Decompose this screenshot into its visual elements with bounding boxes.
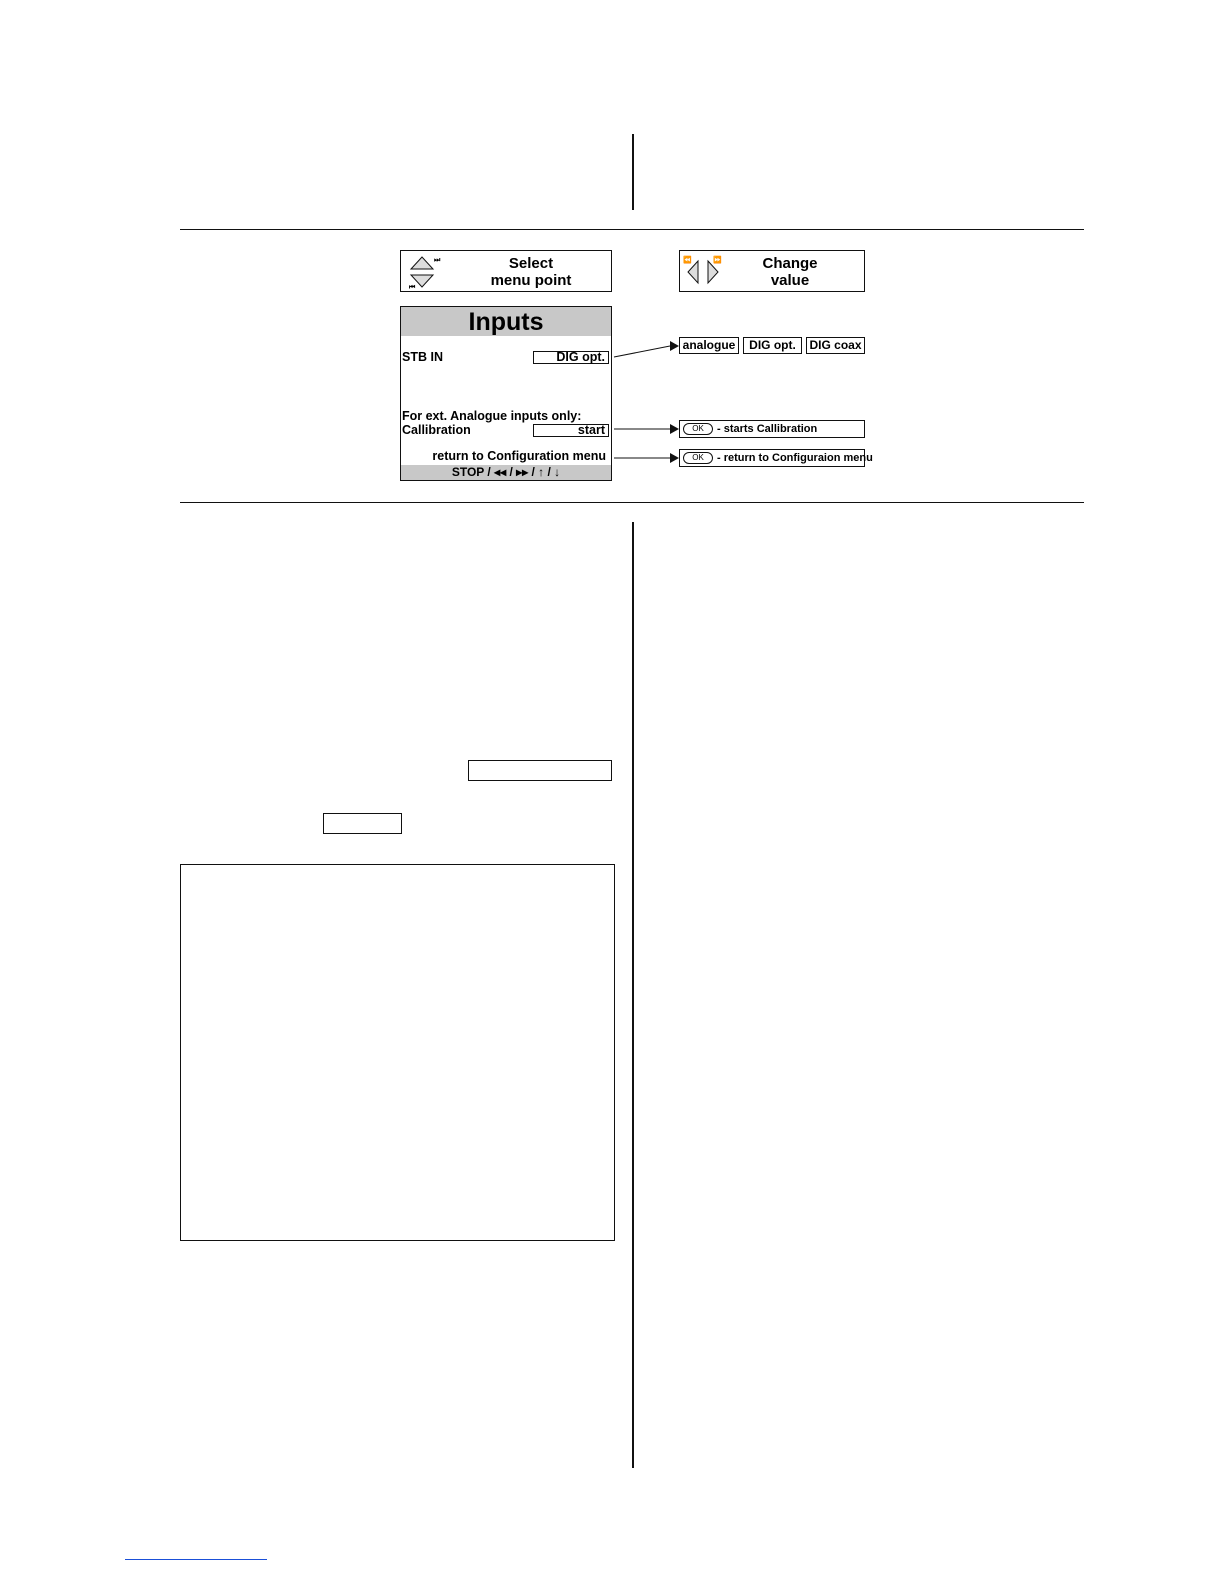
stb-arrow-line <box>614 346 670 357</box>
inputs-screen <box>400 306 612 481</box>
empty-field-box-wide <box>468 760 612 781</box>
screen-title: Inputs <box>401 307 611 336</box>
stb-in-value[interactable]: DIG opt. <box>533 351 609 364</box>
svg-text:⏭: ⏭ <box>434 256 441 264</box>
analogue-note: For ext. Analogue inputs only: <box>402 409 582 423</box>
column-divider <box>632 522 634 1468</box>
svg-text:⏮: ⏮ <box>409 283 416 291</box>
svg-text:⏩: ⏩ <box>713 256 722 264</box>
return-action-text: - return to Configuraion menu <box>717 452 873 464</box>
option-analogue[interactable]: analogue <box>679 337 739 354</box>
stb-arrowhead <box>670 341 679 351</box>
calibration-action[interactable] <box>679 420 865 438</box>
stb-in-label: STB IN <box>402 350 443 364</box>
calib-arrowhead <box>670 424 679 434</box>
option-dig-opt[interactable]: DIG opt. <box>743 337 802 354</box>
change-key-label <box>730 255 850 289</box>
ok-button-icon: OK <box>683 423 713 435</box>
figure-top-rule <box>180 229 1084 230</box>
select-label-line1: Select <box>508 255 554 272</box>
select-menu-point-key <box>400 250 612 292</box>
up-down-arrows-icon <box>409 253 439 291</box>
change-label-line1: Change <box>762 255 818 272</box>
footer-link-underline[interactable] <box>125 1559 267 1560</box>
change-value-key <box>679 250 865 292</box>
return-action[interactable] <box>679 449 873 467</box>
select-label-line2: menu point <box>490 272 572 289</box>
return-config-label[interactable]: return to Configuration menu <box>432 449 606 463</box>
svg-text:⏪: ⏪ <box>683 256 692 264</box>
return-arrowhead <box>670 453 679 463</box>
calibration-value[interactable]: start <box>533 424 609 437</box>
option-dig-coax[interactable]: DIG coax <box>806 337 865 354</box>
connector-arrows <box>612 336 682 466</box>
screen-footer-keys: STOP / ◂◂ / ▸▸ / ↑ / ↓ <box>401 465 611 480</box>
empty-note-frame <box>180 864 615 1241</box>
calibration-label: Callibration <box>402 423 471 437</box>
top-column-divider <box>632 134 634 210</box>
select-key-label <box>456 255 606 289</box>
calibration-action-text: - starts Callibration <box>717 423 818 435</box>
figure-bottom-rule <box>180 502 1084 503</box>
change-label-line2: value <box>770 272 810 289</box>
left-right-arrows-icon <box>683 255 725 287</box>
empty-field-box-small <box>323 813 402 834</box>
ok-button-icon: OK <box>683 452 713 464</box>
